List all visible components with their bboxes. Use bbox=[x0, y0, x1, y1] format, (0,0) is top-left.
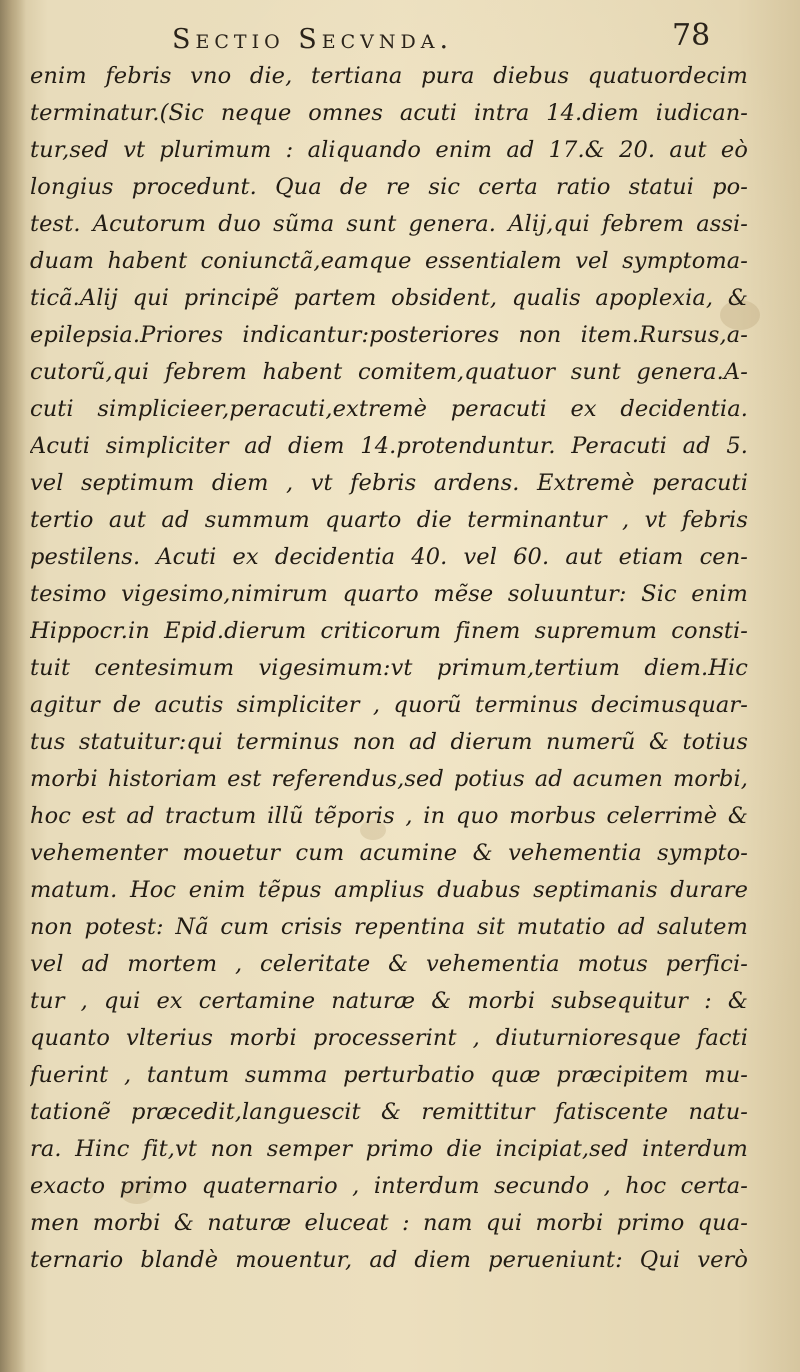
text-line: tesimo vigesimo,nimirum quarto mẽse soluuntur: Sic enim bbox=[30, 581, 748, 607]
text-line: epilepsia.Priores indicantur:posteriores non item.Rursus,a- bbox=[30, 322, 748, 348]
text-line: matum. Hoc enim tẽpus amplius duabus septimanis durare bbox=[30, 877, 748, 903]
text-line: fuerint , tantum summa perturbatio quæ præcipitem mu- bbox=[30, 1062, 748, 1088]
text-line: hoc est ad tractum illũ tẽporis , in quo morbus celerrimè & bbox=[30, 803, 748, 829]
text-line: vehementer mouetur cum acumine & vehementia sympto- bbox=[30, 840, 748, 866]
text-line: tur,sed vt plurimum : aliquando enim ad 17.& 20. aut eò bbox=[30, 137, 748, 163]
text-line: cutorũ,qui febrem habent comitem,quatuor sunt genera.A- bbox=[30, 359, 748, 385]
text-line: tur , qui ex certamine naturæ & morbi subsequitur : & bbox=[30, 988, 748, 1014]
text-line: Hippocr.in Epid.dierum criticorum finem supremum consti- bbox=[30, 618, 748, 644]
text-line: vel septimum diem , vt febris ardens. Extremè peracuti bbox=[30, 470, 748, 496]
text-line: non potest: Nã cum crisis repentina sit mutatio ad salutem bbox=[30, 914, 748, 940]
page-gutter bbox=[0, 0, 26, 1372]
text-line: men morbi & naturæ eluceat : nam qui morbi primo qua- bbox=[30, 1210, 748, 1236]
page-number: 78 bbox=[672, 18, 711, 53]
text-line: tuit centesimum vigesimum:vt primum,tertium diem.Hic bbox=[30, 655, 748, 681]
text-line: ticã.Alij qui principẽ partem obsident, qualis apoplexia, & bbox=[30, 285, 748, 311]
text-line: agitur de acutis simpliciter , quorũ terminus decimusquar- bbox=[30, 692, 748, 718]
body-text bbox=[30, 58, 748, 1279]
text-line: quanto vlterius morbi processerint , diuturnioresque facti bbox=[30, 1025, 748, 1051]
text-line: cuti simplicieer,peracuti,extremè peracuti ex decidentia. bbox=[30, 396, 748, 422]
text-line: morbi historiam est referendus,sed potius ad acumen morbi, bbox=[30, 766, 748, 792]
text-line: tationẽ præcedit,languescit & remittitur fatiscente natu- bbox=[30, 1099, 748, 1125]
text-line: tertio aut ad summum quarto die terminantur , vt febris bbox=[30, 507, 748, 533]
text-line: exacto primo quaternario , interdum secundo , hoc certa- bbox=[30, 1173, 748, 1199]
text-line: tus statuitur:qui terminus non ad dierum numerũ & totius bbox=[30, 729, 748, 755]
page-header bbox=[0, 18, 800, 62]
text-line: vel ad mortem , celeritate & vehementia motus perfici- bbox=[30, 951, 748, 977]
text-line: Acuti simpliciter ad diem 14.protenduntur. Peracuti ad 5. bbox=[30, 433, 748, 459]
text-line: ra. Hinc fit,vt non semper primo die incipiat,sed interdum bbox=[30, 1136, 748, 1162]
text-line: ternario blandè mouentur, ad diem perueniunt: Qui verò bbox=[30, 1247, 748, 1273]
text-line: terminatur.(Sic neque omnes acuti intra 14.diem iudican- bbox=[30, 100, 748, 126]
running-head: Sectio Secvnda. bbox=[172, 24, 454, 55]
text-line: enim febris vno die, tertiana pura diebus quatuordecim bbox=[30, 63, 748, 89]
text-line: test. Acutorum duo sũma sunt genera. Alij,qui febrem assi- bbox=[30, 211, 748, 237]
text-line: pestilens. Acuti ex decidentia 40. vel 60. aut etiam cen- bbox=[30, 544, 748, 570]
text-line: duam habent coniunctã,eamque essentialem vel symptoma- bbox=[30, 248, 748, 274]
text-line: longius procedunt. Qua de re sic certa ratio statui po- bbox=[30, 174, 748, 200]
